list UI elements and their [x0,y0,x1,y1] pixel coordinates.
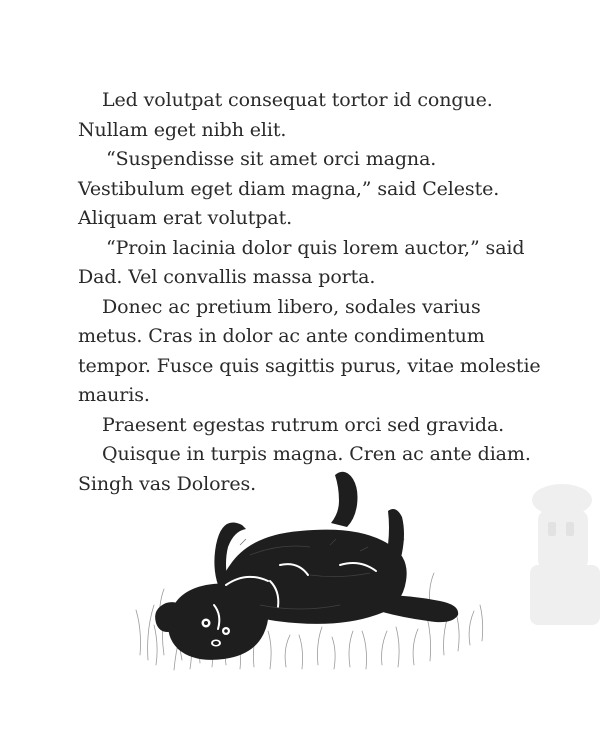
paragraph-6: Quisque in turpis magna. Cren ac ante diam. Singh vas Dolores. [78,443,531,495]
paragraph-3: “Proin lacinia dolor quis lorem auctor,” said Dad. Vel convallis massa porta. [78,236,525,288]
paragraph-5: Praesent egestas rutrum orci sed gravida. [102,413,505,436]
paragraph-4: Donec ac pretium libero, sodales varius metus. Cras in dolor ac ante condimentum tempor. Fusce quis sagittis purus, vitae molestie mauris. [78,295,541,406]
paragraph-1: Led volutpat consequat tortor id congue. Nullam eget nibh elit. [78,89,493,141]
story-text [78,86,548,499]
dog-rolling-in-grass-illustration [130,455,490,685]
dog-icon [155,472,458,660]
faded-figure-illustration [500,470,600,630]
paragraph-2: “Suspendisse sit amet orci magna. Vestibulum eget diam magna,” said Celeste. Aliquam erat volutpat. [78,148,500,229]
